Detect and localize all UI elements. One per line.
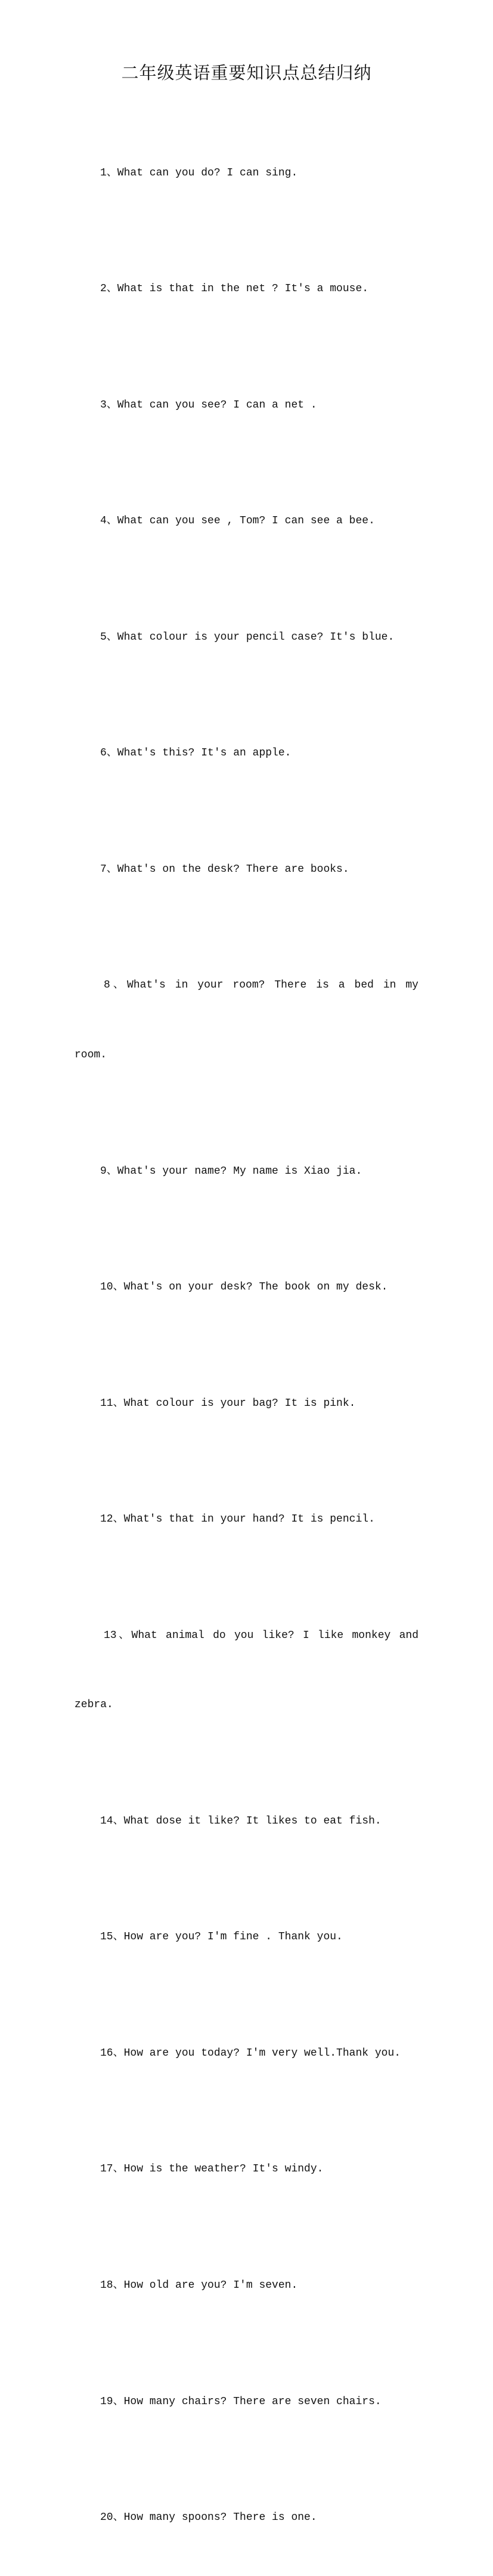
list-item-text: 18、How old are you? I'm seven. bbox=[100, 2279, 298, 2291]
list-item-text: 6、What's this? It's an apple. bbox=[100, 747, 292, 760]
list-item-text: 13、What animal do you like? I like monkey and bbox=[104, 1629, 418, 1642]
list-item bbox=[0, 1763, 493, 1880]
list-item bbox=[0, 1229, 493, 1346]
list-item bbox=[0, 1346, 493, 1462]
list-item bbox=[0, 2228, 493, 2344]
list-item bbox=[0, 1880, 493, 1996]
list-item bbox=[0, 232, 493, 348]
list-item-text: 1、What can you do? I can sing. bbox=[100, 166, 298, 179]
list-item-continuation: zebra. bbox=[75, 1699, 113, 1711]
list-item bbox=[0, 2344, 493, 2460]
list-item-text: 8、What's in your room? There is a bed in my bbox=[104, 979, 418, 992]
list-item-text: 16、How are you today? I'm very well.Thank you. bbox=[100, 2047, 401, 2059]
list-item bbox=[0, 1578, 493, 1763]
list-item bbox=[0, 1113, 493, 1230]
list-item bbox=[0, 347, 493, 464]
list-item-text: 2、What is that in the net ? It's a mouse. bbox=[100, 283, 369, 295]
list-item-text: 17、How is the weather? It's windy. bbox=[100, 2163, 324, 2176]
list-item-text: 15、How are you? I'm fine . Thank you. bbox=[100, 1931, 343, 1943]
list-item-continuation: room. bbox=[75, 1049, 107, 1062]
list-item-text: 3、What can you see? I can a net . bbox=[100, 399, 317, 411]
list-item bbox=[0, 2112, 493, 2228]
list-item-text: 9、What's your name? My name is Xiao jia. bbox=[100, 1165, 362, 1177]
list-item-text: 19、How many chairs? There are seven chairs. bbox=[100, 2395, 382, 2408]
list-item bbox=[0, 579, 493, 696]
list-item bbox=[0, 928, 493, 1113]
list-item-text: 20、How many spoons? There is one. bbox=[100, 2512, 317, 2524]
list-item-text: 7、What's on the desk? There are books. bbox=[100, 863, 349, 875]
list-item-text: 14、What dose it like? It likes to eat fish. bbox=[100, 1815, 382, 1827]
list-item bbox=[0, 464, 493, 580]
list-item bbox=[0, 812, 493, 928]
knowledge-point-list bbox=[0, 115, 493, 2576]
list-item-text: 4、What can you see , Tom? I can see a bee. bbox=[100, 515, 375, 527]
list-item bbox=[0, 696, 493, 812]
list-item bbox=[0, 2460, 493, 2576]
list-item-text: 10、What's on your desk? The book on my desk. bbox=[100, 1281, 388, 1294]
document-title: 二年级英语重要知识点总结归纳 bbox=[121, 63, 372, 83]
list-item-text: 12、What's that in your hand? It is pencil. bbox=[100, 1513, 375, 1526]
list-item-text: 5、What colour is your pencil case? It's blue. bbox=[100, 631, 395, 643]
list-item bbox=[0, 1995, 493, 2112]
list-item bbox=[0, 1461, 493, 1578]
list-item-text: 11、What colour is your bag? It is pink. bbox=[100, 1397, 356, 1409]
list-item bbox=[0, 115, 493, 232]
